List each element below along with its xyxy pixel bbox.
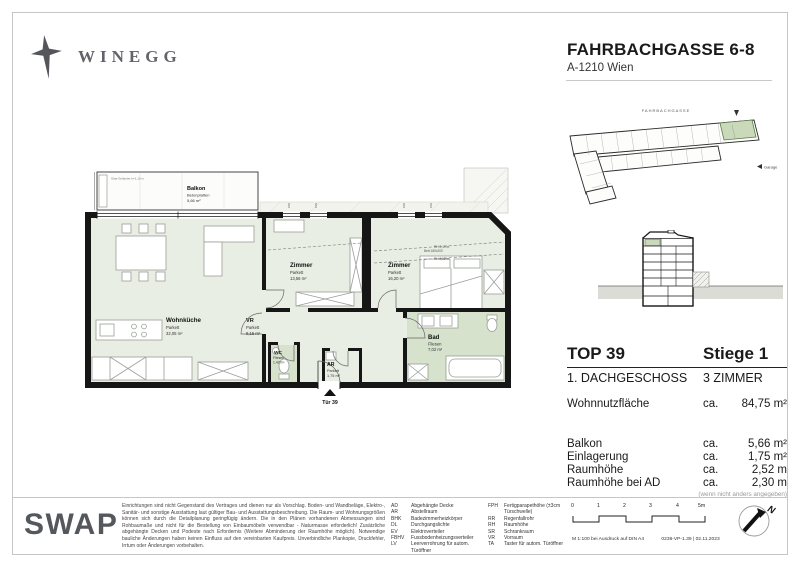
entrance-label: Tür 39	[322, 400, 338, 406]
scale-tick: 0	[571, 503, 574, 509]
entrance-arrow-icon	[324, 389, 336, 396]
legend-abbr: BHK	[391, 515, 402, 522]
svg-text:5,66 m²: 5,66 m²	[187, 198, 201, 203]
svg-text:Parkett: Parkett	[290, 270, 304, 275]
disclaimer-text: Einrichtungen sind nicht Gegenstand des Vertrages und dienen nur als Vorschlag. Boden- und Wandbeläge, Elektro-, Sanitär- und sonstige Ausstattung laut gültiger Bau- und Ausstattungsbeschreibung. Die Raum- und Wohnungsgrößen können sich durch die Detailplanung geringfügig ändern. Die in den Plänen vorhandenen Abmessungen sind Rohbaumaße und nicht für die Bestellung von Einbaumöbeln verwendbar - Naturmasse erforderlich! Zusätzliche abgehängte Decken und Podeste nach Erfordernis (Weitere Abminderung der Raumhöhe möglich). Notwendige bauliche Änderungen haben keinen Einfluss auf den vereinbarten Kaufpreis. Unverbindliche Plankopie, Druckfehler, Irrtum oder Änderungen vorbehalten.	[122, 503, 385, 549]
legend-term: Vorraum	[504, 534, 523, 541]
svg-text:Betonplatten: Betonplatten	[187, 192, 210, 198]
brand-text: WINEGG	[78, 47, 182, 66]
legend-term: Schrankraum	[504, 528, 534, 535]
svg-text:32,05 m²: 32,05 m²	[166, 330, 183, 336]
detail-rows	[567, 438, 787, 498]
svg-text:VR: VR	[246, 318, 254, 324]
balcony	[95, 172, 259, 210]
legend-abbr: FPH	[488, 503, 498, 509]
railing-annotation: Glas-Geländer h=1,10 m	[111, 176, 144, 181]
detail-row	[567, 477, 787, 490]
unit-highlight-section	[645, 240, 660, 246]
legend-term: Fussbodenheizungsverteiler	[411, 534, 474, 541]
row-value: 2,52 m	[751, 464, 787, 476]
unit-number: TOP 39	[567, 344, 625, 363]
scale-tick: 3	[649, 503, 652, 509]
unit-highlight	[720, 120, 756, 140]
row-label: Einlagerung	[567, 451, 629, 463]
north-label: N	[765, 503, 777, 517]
garage-label: Garage	[764, 164, 778, 170]
svg-text:Fliesen: Fliesen	[428, 341, 442, 347]
svg-text:1,42 m²: 1,42 m²	[273, 360, 285, 365]
svg-text:Zimmer: Zimmer	[290, 262, 313, 269]
fph-label: FPH	[403, 202, 406, 208]
svg-text:WC: WC	[274, 351, 282, 356]
scale-note: M 1:100 bei Ausdruck auf DIN A4	[572, 537, 645, 542]
row-label: Raumhöhe bei AD	[567, 477, 661, 489]
svg-text:Bad: Bad	[428, 335, 440, 341]
planter-box	[99, 175, 107, 207]
garage-arrow-icon	[757, 164, 762, 169]
floor-plan	[78, 152, 528, 410]
svg-text:13,56 m²: 13,56 m²	[290, 275, 307, 281]
living-area-row	[567, 398, 787, 411]
legend-abbr: AD	[391, 503, 398, 509]
project-subtitle: A-1210 Wien	[567, 62, 634, 74]
legend-row	[391, 541, 486, 554]
floor-level: 1. DACHGESCHOSS	[567, 371, 688, 385]
scale-bar	[572, 503, 712, 533]
unit-info-panel	[567, 344, 787, 498]
legend-right	[488, 503, 574, 548]
swap-logo: SWAP	[24, 508, 119, 541]
ca-label: ca.	[703, 438, 719, 450]
section-drawing	[598, 230, 783, 318]
window-1	[283, 212, 300, 219]
garage-pointer	[757, 164, 778, 170]
detail-row	[567, 451, 787, 464]
window-4	[425, 212, 442, 219]
legend-term: Leerverrohrung für autom. Türöffner	[411, 541, 470, 554]
footer-divider	[12, 497, 787, 498]
scale-tick: 4	[676, 503, 679, 509]
legend-term: Regenfallrohr	[504, 515, 535, 522]
legend-abbr: EV	[391, 528, 398, 535]
legend-term: Taster für autom. Türöffner	[504, 541, 564, 548]
unit-subheader	[567, 371, 787, 385]
furniture-ar	[326, 352, 336, 360]
legend-row	[488, 503, 574, 516]
legend-abbr: VR	[488, 534, 495, 541]
rh-annotation-lower: RH 2,52 m	[434, 257, 450, 261]
scale-tick: 1	[597, 503, 600, 509]
legend-term: Badezimmerheizkörper	[411, 515, 463, 522]
svg-text:1,75 m²: 1,75 m²	[327, 374, 340, 379]
legend-abbr: RR	[488, 515, 496, 522]
ca-label: ca.	[703, 464, 719, 476]
window-3	[398, 212, 415, 219]
star-icon	[30, 34, 64, 80]
detail-row	[567, 438, 787, 451]
svg-text:9,15 m²: 9,15 m²	[246, 330, 261, 336]
legend-term: Fertigparapethöhe (±3cm Türschwelle)	[504, 503, 561, 516]
svg-text:Zimmer: Zimmer	[388, 262, 411, 269]
unit-header	[567, 344, 787, 368]
legend-abbr: FBHV	[391, 534, 405, 541]
winegg-logo	[30, 34, 182, 80]
row-value: 5,66 m²	[748, 438, 787, 450]
room-count: 3 ZIMMER	[703, 371, 763, 385]
svg-text:Parkett: Parkett	[166, 325, 180, 330]
north-compass	[730, 499, 790, 551]
ca-label: ca.	[703, 451, 719, 463]
legend-term: Elektroverteiler	[411, 528, 445, 535]
doc-ref: 0236-VP-1.39 | 02.11.2023	[661, 537, 720, 542]
legend-abbr: LV	[391, 541, 397, 548]
info-note: (wenn nicht anders angegeben)	[698, 491, 787, 498]
staircase: Stiege 1	[703, 344, 769, 363]
svg-text:7,02 m²: 7,02 m²	[428, 347, 443, 353]
svg-text:Balkon: Balkon	[187, 186, 206, 192]
scale-tick: 2	[623, 503, 626, 509]
ca-label: ca.	[703, 477, 719, 489]
site-key-plan	[556, 102, 792, 220]
fph-label: FPH	[430, 202, 433, 208]
row-value: 2,30 m	[751, 477, 787, 489]
ca-label: ca.	[703, 398, 719, 410]
header-divider	[566, 80, 772, 81]
area-label: Wohnnutzfläche	[567, 398, 650, 410]
window-2	[310, 212, 327, 219]
legend-left	[391, 503, 486, 554]
legend-term: Raumhöhe	[504, 522, 529, 529]
print-references	[572, 537, 736, 542]
rh-annotation-upper: RH 2,19 m	[434, 245, 450, 249]
svg-text:Wohnküche: Wohnküche	[166, 317, 201, 324]
unit-location-arrow-icon	[734, 110, 739, 116]
svg-text:16,20 m²: 16,20 m²	[388, 275, 405, 281]
legend-abbr: AR	[391, 509, 398, 516]
svg-text:Parkett: Parkett	[327, 369, 340, 373]
fph-label: FPH	[315, 202, 318, 208]
street-label: FAHRBACHGASSE	[641, 108, 691, 113]
legend-abbr: RH	[488, 522, 496, 529]
legend-abbr: DL	[391, 522, 398, 529]
svg-text:Parkett: Parkett	[246, 325, 260, 330]
row-label: Raumhöhe	[567, 464, 624, 476]
legend-row	[488, 541, 574, 547]
project-title: FAHRBACHGASSE 6-8	[567, 40, 755, 59]
scale-zigzag	[572, 511, 706, 525]
legend-abbr: TA	[488, 541, 495, 548]
compass-needle	[744, 513, 760, 531]
annex-hatched	[693, 272, 709, 287]
legend-term: Durchgangslichte	[411, 522, 450, 529]
detail-row	[567, 464, 787, 477]
legend-abbr: SR	[488, 528, 495, 535]
row-label: Balkon	[567, 438, 603, 450]
svg-text:Parkett: Parkett	[388, 270, 402, 275]
fph-label: FPH	[288, 202, 291, 208]
area-value: 84,75 m²	[741, 398, 787, 410]
legend-term: Abgehängte Decke	[411, 503, 454, 509]
scale-tick: 5m	[698, 503, 706, 509]
svg-text:AR: AR	[327, 362, 335, 368]
svg-text:Fliesen: Fliesen	[273, 356, 284, 360]
row-value: 1,75 m²	[748, 451, 787, 463]
bed-annotation: Bett 180x200	[424, 249, 443, 253]
legend-term: Abstellraum	[411, 509, 438, 516]
